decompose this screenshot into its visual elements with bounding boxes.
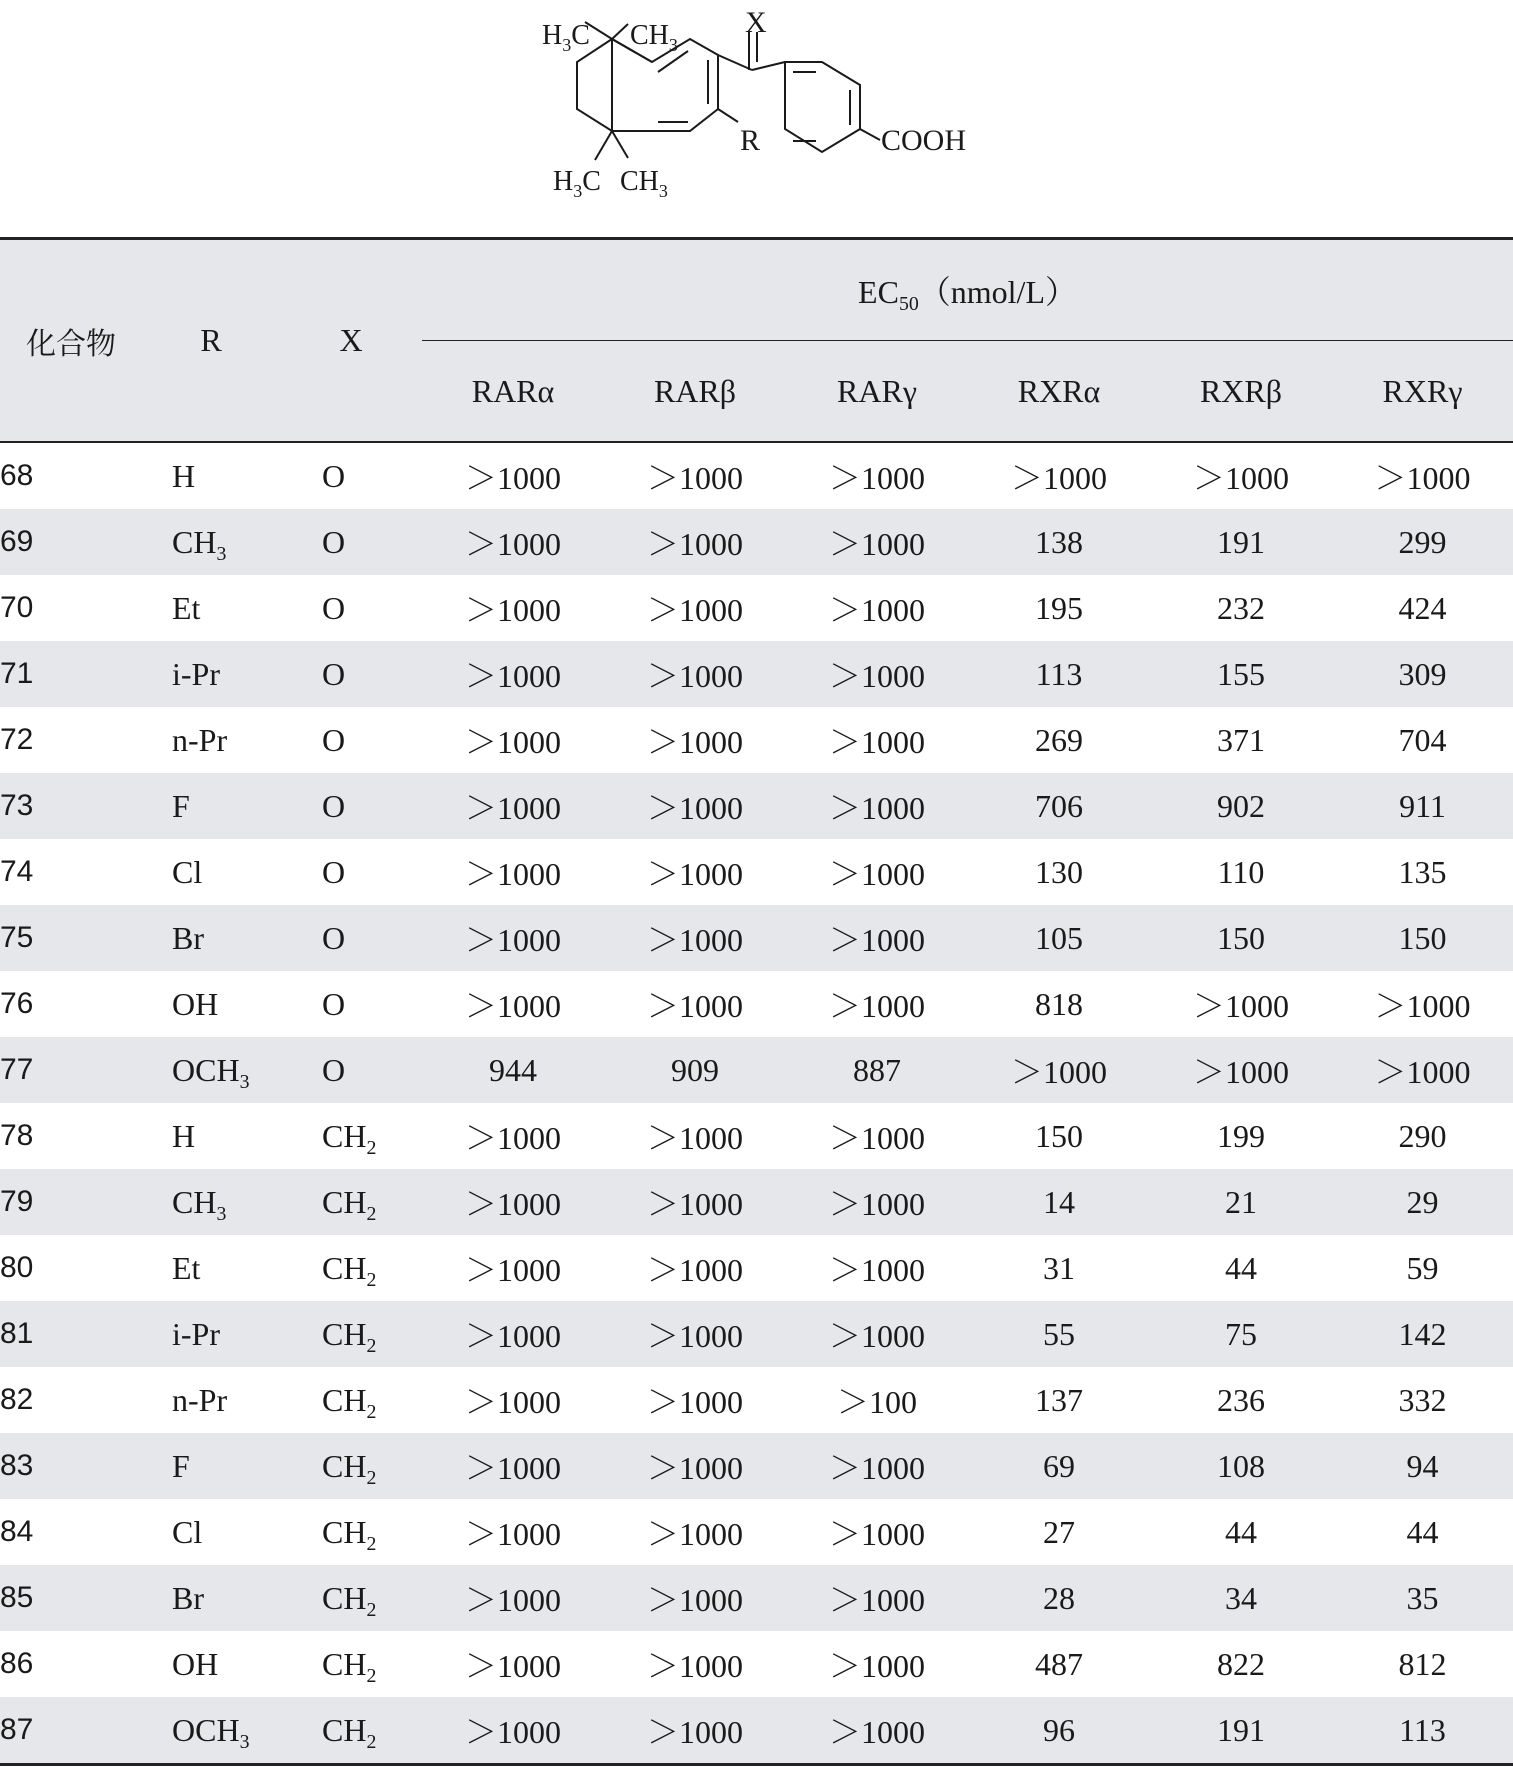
ec50-value-cell: ＞1000 xyxy=(786,905,968,971)
structure-cooh-label: COOH xyxy=(881,124,967,157)
ec50-value-cell: ＞1000 xyxy=(1332,1037,1513,1103)
ec50-value-cell: ＞1000 xyxy=(604,1301,786,1367)
ec50-value-cell: ＞1000 xyxy=(646,856,743,892)
ec50-value-cell: 21 xyxy=(1150,1169,1332,1235)
ec50-value-cell: 902 xyxy=(1150,773,1332,839)
ec50-value-cell: ＞1000 xyxy=(828,1648,925,1684)
compound-cell: 70 xyxy=(0,591,34,624)
compound-cell: 72 xyxy=(0,723,34,756)
table-row xyxy=(0,905,1513,971)
compound-cell: 71 xyxy=(0,641,142,707)
ec50-value-cell: 59 xyxy=(1406,1249,1439,1286)
ec50-value-cell: ＞1000 xyxy=(1192,460,1289,496)
ec50-value-cell: 818 xyxy=(1035,985,1083,1022)
r-cell: Cl xyxy=(172,1513,203,1550)
receptor-header: RXRγ xyxy=(1332,341,1513,443)
r-cell: H xyxy=(172,457,196,494)
ec50-value-cell: ＞1000 xyxy=(646,988,743,1024)
ec50-value-cell: ＞1000 xyxy=(464,460,561,496)
ec50-value-cell: 35 xyxy=(1332,1565,1513,1631)
table-row xyxy=(0,1433,1513,1499)
ec50-value-cell: 944 xyxy=(422,1037,604,1103)
ec50-value-cell: 309 xyxy=(1332,641,1513,707)
ec50-value-cell: ＞1000 xyxy=(786,1169,968,1235)
x-cell: $CH_2$ xyxy=(322,1513,377,1555)
compound-cell: 69 xyxy=(0,509,142,575)
ec50-value-cell: 290 xyxy=(1398,1117,1447,1154)
ec50-value-cell: 332 xyxy=(1398,1381,1447,1418)
x-cell: $CH_2$ xyxy=(322,1645,377,1687)
ec50-value-cell: 130 xyxy=(1035,853,1083,890)
x-cell: $CH_2$ xyxy=(280,1697,422,1765)
ec50-value-cell: ＞1000 xyxy=(828,856,925,892)
ec50-value-cell: 150 xyxy=(1332,905,1513,971)
compound-cell: 68 xyxy=(0,459,34,492)
ec50-value-cell: ＞1000 xyxy=(828,1252,925,1288)
ec50-value-cell: 138 xyxy=(968,509,1150,575)
structure-bottom-left-methyl: $H_3C$ xyxy=(553,166,601,201)
ec50-value-cell: 706 xyxy=(968,773,1150,839)
ec50-value-cell: ＞1000 xyxy=(786,1433,968,1499)
ec50-value-cell: 69 xyxy=(968,1433,1150,1499)
table-row xyxy=(0,1235,1513,1301)
ec50-value-cell: ＞100 xyxy=(836,1384,917,1420)
ec50-value-cell: ＞1000 xyxy=(646,1252,743,1288)
ec50-value-cell: 113 xyxy=(968,641,1150,707)
table-row xyxy=(0,1169,1513,1235)
ec50-value-cell: 911 xyxy=(1332,773,1513,839)
ec50-value-cell: ＞1000 xyxy=(604,1433,786,1499)
ec50-value-cell: 44 xyxy=(1225,1249,1257,1286)
compound-cell: 76 xyxy=(0,987,34,1020)
table-row xyxy=(0,1499,1513,1565)
ec50-value-cell: ＞1000 xyxy=(422,905,604,971)
ec50-value-cell: 150 xyxy=(1150,905,1332,971)
table-row xyxy=(0,1103,1513,1169)
r-cell: i-Pr xyxy=(142,641,280,707)
x-cell: O xyxy=(280,905,422,971)
ec50-value-cell: ＞1000 xyxy=(646,1516,743,1552)
table-row xyxy=(0,707,1513,773)
ec50-value-cell: ＞1000 xyxy=(604,1565,786,1631)
ec50-table xyxy=(0,237,1513,1766)
x-cell: O xyxy=(322,721,346,758)
ec50-value-cell: 142 xyxy=(1332,1301,1513,1367)
r-cell: n-Pr xyxy=(172,1381,228,1418)
table-row xyxy=(0,509,1513,575)
receptor-header: RARβ xyxy=(604,341,786,443)
ec50-value-cell: ＞1000 xyxy=(464,988,561,1024)
ec50-value-cell: ＞1000 xyxy=(604,905,786,971)
ec50-value-cell: ＞1000 xyxy=(422,773,604,839)
ec50-value-cell: 424 xyxy=(1398,589,1447,626)
compound-cell: 86 xyxy=(0,1647,34,1680)
ec50-value-cell: 191 xyxy=(1150,1697,1332,1765)
compound-cell: 75 xyxy=(0,905,142,971)
ec50-value-cell: 191 xyxy=(1150,509,1332,575)
ec50-value-cell: ＞1000 xyxy=(968,1037,1150,1103)
r-cell: Cl xyxy=(172,853,203,890)
ec50-value-cell: 199 xyxy=(1217,1117,1265,1154)
x-cell: O xyxy=(322,589,346,626)
r-cell: OH xyxy=(172,985,219,1022)
ec50-value-cell: ＞1000 xyxy=(464,1516,561,1552)
x-cell: $CH_2$ xyxy=(280,1565,422,1631)
compound-cell: 81 xyxy=(0,1301,142,1367)
ec50-value-cell: 94 xyxy=(1332,1433,1513,1499)
ec50-value-cell: 14 xyxy=(968,1169,1150,1235)
table-row xyxy=(0,971,1513,1037)
compound-cell: 83 xyxy=(0,1433,142,1499)
x-cell: $CH_2$ xyxy=(280,1169,422,1235)
ec50-value-cell: 27 xyxy=(1043,1513,1075,1550)
ec50-value-cell: 110 xyxy=(1217,853,1265,890)
ec50-value-cell: 822 xyxy=(1217,1645,1265,1682)
r-cell: H xyxy=(172,1117,196,1154)
ec50-value-cell: ＞1000 xyxy=(604,641,786,707)
ec50-value-cell: 135 xyxy=(1398,853,1447,890)
ec50-value-cell: 108 xyxy=(1150,1433,1332,1499)
r-cell: $OCH_3$ xyxy=(142,1697,280,1765)
r-cell: $CH_3$ xyxy=(142,1169,280,1235)
ec50-value-cell: 487 xyxy=(1035,1645,1083,1682)
ec50-value-cell: ＞1000 xyxy=(604,1697,786,1765)
compound-cell: 73 xyxy=(0,773,142,839)
ec50-value-cell: 44 xyxy=(1406,1513,1439,1550)
x-cell: O xyxy=(280,1037,422,1103)
ec50-value-cell: 155 xyxy=(1150,641,1332,707)
table-row xyxy=(0,1037,1513,1103)
x-cell: O xyxy=(280,773,422,839)
ec50-value-cell: 31 xyxy=(1043,1249,1075,1286)
ec50-value-cell: ＞1000 xyxy=(1150,1037,1332,1103)
table-row xyxy=(0,575,1513,641)
ec50-value-cell: ＞1000 xyxy=(604,509,786,575)
ec50-value-cell: ＞1000 xyxy=(464,1384,561,1420)
compound-cell: 84 xyxy=(0,1515,34,1548)
ec50-value-cell: ＞1000 xyxy=(786,641,968,707)
structure-bottom-right-methyl: $CH_3$ xyxy=(620,166,668,201)
ec50-value-cell: ＞1000 xyxy=(422,1169,604,1235)
ec50-value-cell: ＞1000 xyxy=(464,724,561,760)
structure-top-right-methyl: $CH_3$ xyxy=(630,20,678,55)
ec50-value-cell: ＞1000 xyxy=(646,1648,743,1684)
ec50-value-cell: 137 xyxy=(1035,1381,1083,1418)
ec50-value-cell: ＞1000 xyxy=(786,1697,968,1765)
ec50-value-cell: 887 xyxy=(786,1037,968,1103)
ec50-value-cell: ＞1000 xyxy=(464,1252,561,1288)
ec50-value-cell: ＞1000 xyxy=(464,592,561,628)
compound-cell: 79 xyxy=(0,1169,142,1235)
ec50-value-cell: ＞1000 xyxy=(646,592,743,628)
r-cell: F xyxy=(142,1433,280,1499)
ec50-value-cell: 113 xyxy=(1332,1697,1513,1765)
r-cell: OH xyxy=(172,1645,219,1682)
ec50-value-cell: ＞1000 xyxy=(786,773,968,839)
ec50-value-cell: ＞1000 xyxy=(604,1169,786,1235)
r-cell: Br xyxy=(142,905,280,971)
ec50-value-cell: 44 xyxy=(1225,1513,1257,1550)
ec50-value-cell: ＞1000 xyxy=(786,1301,968,1367)
ec50-value-cell: 75 xyxy=(1150,1301,1332,1367)
ec50-value-cell: 150 xyxy=(1035,1117,1083,1154)
table-row xyxy=(0,641,1513,707)
compound-cell: 85 xyxy=(0,1565,142,1631)
x-cell: O xyxy=(322,985,346,1022)
ec50-value-cell: ＞1000 xyxy=(1374,460,1471,496)
table-row xyxy=(0,839,1513,905)
ec50-value-cell: ＞1000 xyxy=(464,1648,561,1684)
ec50-value-cell: ＞1000 xyxy=(422,1301,604,1367)
ec50-value-cell: ＞1000 xyxy=(464,856,561,892)
table-row xyxy=(0,442,1513,509)
ec50-value-cell: ＞1000 xyxy=(422,1697,604,1765)
receptor-header: RXRα xyxy=(968,341,1150,443)
r-cell: Et xyxy=(172,589,201,626)
ec50-value-cell: ＞1000 xyxy=(786,509,968,575)
x-cell: $CH_2$ xyxy=(280,1301,422,1367)
ec50-value-cell: 812 xyxy=(1398,1645,1447,1682)
ec50-value-cell: 34 xyxy=(1150,1565,1332,1631)
compound-cell: 82 xyxy=(0,1383,34,1416)
ec50-value-cell: ＞1000 xyxy=(828,1516,925,1552)
structure-top-left-methyl: $H_3C$ xyxy=(542,20,590,55)
table-row xyxy=(0,1565,1513,1631)
table-row xyxy=(0,1697,1513,1765)
ec50-value-cell: 96 xyxy=(968,1697,1150,1765)
r-cell: Br xyxy=(142,1565,280,1631)
x-header: X xyxy=(280,239,422,443)
ec50-value-cell: ＞1000 xyxy=(1374,988,1471,1024)
x-cell: $CH_2$ xyxy=(280,1433,422,1499)
structure-bonds xyxy=(577,22,880,160)
receptor-header: RXRβ xyxy=(1150,341,1332,443)
receptor-header: RARα xyxy=(422,341,604,443)
structure-x-label: X xyxy=(745,6,767,39)
ec50-value-cell: ＞1000 xyxy=(1192,988,1289,1024)
ec50-value-cell: ＞1000 xyxy=(422,509,604,575)
ec50-value-cell: ＞1000 xyxy=(828,988,925,1024)
table-row xyxy=(0,1301,1513,1367)
ec50-value-cell: ＞1000 xyxy=(422,1433,604,1499)
compound-cell: 74 xyxy=(0,855,34,888)
x-cell: O xyxy=(280,509,422,575)
compound-cell: 78 xyxy=(0,1119,34,1152)
ec50-value-cell: 704 xyxy=(1398,721,1447,758)
ec50-value-cell: 28 xyxy=(968,1565,1150,1631)
ec50-value-cell: ＞1000 xyxy=(786,1565,968,1631)
ec50-value-cell: 269 xyxy=(1035,721,1083,758)
ec50-value-cell: ＞1000 xyxy=(828,1120,925,1156)
r-cell: $CH_3$ xyxy=(142,509,280,575)
ec50-value-cell: 105 xyxy=(968,905,1150,971)
ec50-value-cell: ＞1000 xyxy=(828,460,925,496)
ec50-value-cell: ＞1000 xyxy=(422,1565,604,1631)
compound-cell: 77 xyxy=(0,1037,142,1103)
table-row xyxy=(0,773,1513,839)
x-cell: $CH_2$ xyxy=(322,1381,377,1423)
compound-header: 化合物 xyxy=(0,239,142,443)
compound-cell: 80 xyxy=(0,1251,34,1284)
r-cell: n-Pr xyxy=(172,721,228,758)
x-cell: O xyxy=(322,853,346,890)
ec50-value-cell: ＞1000 xyxy=(646,1120,743,1156)
chemical-structure xyxy=(0,0,1513,220)
ec50-value-cell: 909 xyxy=(604,1037,786,1103)
ec50-value-cell: ＞1000 xyxy=(828,592,925,628)
ec50-value-cell: 232 xyxy=(1217,589,1265,626)
receptor-header: RARγ xyxy=(786,341,968,443)
table-row xyxy=(0,1631,1513,1697)
ec50-value-cell: ＞1000 xyxy=(604,773,786,839)
ec50-value-cell: ＞1000 xyxy=(828,724,925,760)
ec50-value-cell: ＞1000 xyxy=(646,1384,743,1420)
ec50-group-header: $EC_{50}(nmol/L)$ xyxy=(422,239,1513,341)
ec50-value-cell: 29 xyxy=(1332,1169,1513,1235)
ec50-value-cell: 299 xyxy=(1332,509,1513,575)
x-cell: $CH_2$ xyxy=(322,1117,377,1159)
compound-cell: 87 xyxy=(0,1697,142,1765)
structure-r-label: R xyxy=(740,124,761,157)
ec50-value-cell: ＞1000 xyxy=(464,1120,561,1156)
table-body xyxy=(0,442,1513,1765)
ec50-value-cell: ＞1000 xyxy=(646,460,743,496)
r-cell: F xyxy=(142,773,280,839)
ec50-value-cell: ＞1000 xyxy=(646,724,743,760)
x-cell: O xyxy=(280,641,422,707)
r-cell: Et xyxy=(172,1249,201,1286)
ec50-value-cell: 236 xyxy=(1217,1381,1265,1418)
r-header: R xyxy=(142,239,280,443)
ec50-value-cell: 195 xyxy=(1035,589,1083,626)
ec50-value-cell: ＞1000 xyxy=(1010,460,1107,496)
x-cell: O xyxy=(322,457,346,494)
ec50-value-cell: ＞1000 xyxy=(422,641,604,707)
r-cell: $OCH_3$ xyxy=(142,1037,280,1103)
table-row xyxy=(0,1367,1513,1433)
ec50-value-cell: 55 xyxy=(968,1301,1150,1367)
ec50-value-cell: 371 xyxy=(1217,721,1265,758)
r-cell: i-Pr xyxy=(142,1301,280,1367)
table-header xyxy=(0,239,1513,443)
x-cell: $CH_2$ xyxy=(322,1249,377,1291)
